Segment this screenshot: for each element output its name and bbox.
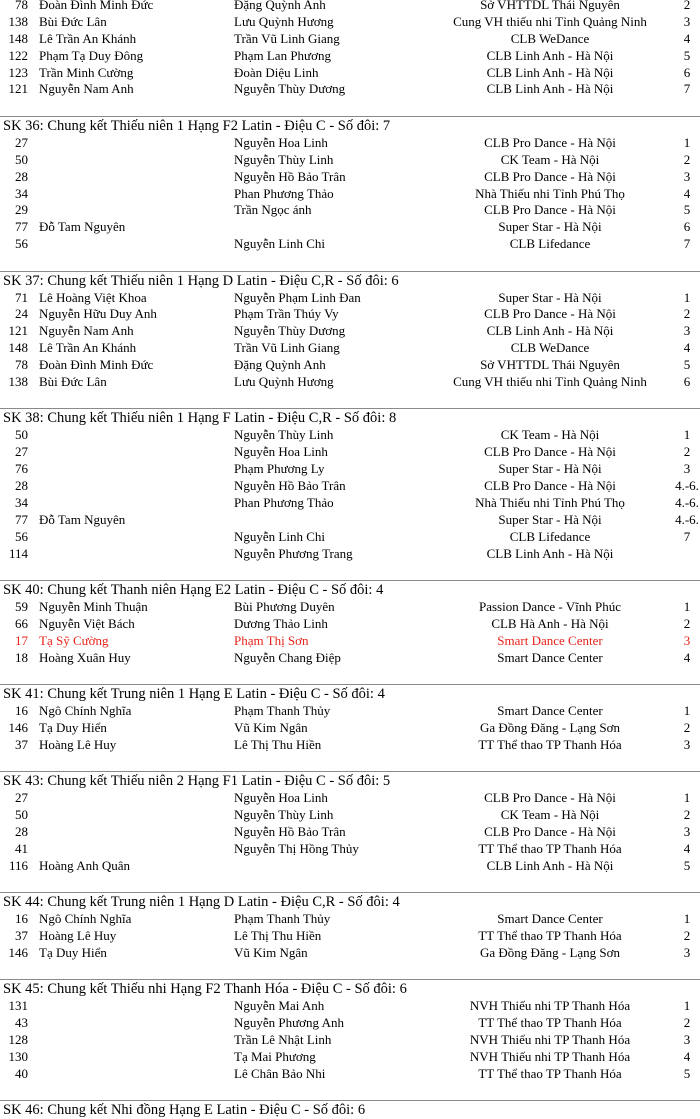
club-name: CK Team - Hà Nội [500, 427, 600, 443]
club-name: CLB Linh Anh - Hà Nội [486, 47, 614, 63]
club-name: Ga Đồng Đăng - Lạng Sơn [479, 945, 621, 961]
couple-number: 28 [15, 478, 28, 494]
section-divider [0, 98, 700, 117]
club-name: CLB Linh Anh - Hà Nội [486, 81, 614, 97]
female-dancer-name: Nguyễn Mai Anh [234, 998, 325, 1014]
couple-number: 28 [15, 168, 28, 184]
club-name: TT Thể thao TP Thanh Hóa [478, 1065, 622, 1081]
club-name: CLB Linh Anh - Hà Nội [486, 64, 614, 80]
couple-number: 59 [15, 599, 28, 615]
female-dancer-name: Đoàn Diệu Linh [234, 64, 319, 80]
placement: 5 [683, 857, 691, 873]
male-dancer-name: Đỗ Tam Nguyên [39, 511, 126, 527]
result-row [0, 31, 700, 48]
male-dancer-name: Tạ Sỹ Cường [39, 632, 109, 648]
club-name: Nhà Thiếu nhi Tỉnh Phú Thọ [475, 185, 625, 201]
male-dancer-name: Hoàng Lê Huy [39, 928, 117, 944]
club-name: Super Star - Hà Nội [498, 511, 602, 527]
result-row [0, 202, 700, 219]
result-row [0, 616, 700, 633]
couple-number: 40 [15, 1065, 28, 1081]
female-dancer-name: Phạm Phương Ly [234, 461, 325, 477]
placement: 3 [683, 461, 691, 477]
result-row [0, 14, 700, 31]
female-dancer-name: Nguyễn Chang Điệp [234, 649, 341, 665]
result-row [0, 48, 700, 65]
male-dancer-name: Đoàn Đình Minh Đức [39, 0, 154, 12]
club-name: Nhà Thiếu nhi Tỉnh Phú Thọ [475, 494, 625, 510]
female-dancer-name: Nguyễn Hoa Linh [234, 790, 328, 806]
result-row [0, 824, 700, 841]
male-dancer-name: Đoàn Đình Minh Đức [39, 357, 154, 373]
placement: 1 [683, 427, 691, 443]
placement: 1 [683, 134, 691, 150]
result-row [0, 340, 700, 357]
couple-number: 130 [8, 1049, 28, 1065]
result-row [0, 495, 700, 512]
placement: 2 [683, 444, 691, 460]
club-name: CLB Pro Dance - Hà Nội [484, 790, 616, 806]
result-row [0, 841, 700, 858]
result-row [0, 720, 700, 737]
female-dancer-name: Nguyễn Thùy Linh [234, 151, 334, 167]
couple-number: 17 [15, 632, 28, 648]
result-row [0, 236, 700, 253]
event-section [0, 581, 700, 685]
result-row [0, 546, 700, 563]
female-dancer-name: Nguyễn Thị Hồng Thủy [234, 840, 359, 856]
female-dancer-name: Vũ Kim Ngân [234, 720, 308, 735]
club-name: TT Thể thao TP Thanh Hóa [478, 736, 622, 752]
placement: 2 [683, 807, 691, 823]
male-dancer-name: Hoàng Xuân Huy [39, 649, 131, 665]
placement: 5 [683, 1065, 691, 1081]
result-row [0, 1032, 700, 1049]
couple-number: 28 [15, 824, 28, 840]
result-row [0, 1015, 700, 1032]
female-dancer-name: Nguyễn Linh Chi [234, 528, 325, 544]
event-header: SK 43: Chung kết Thiếu niên 2 Hạng F1 Latin - Điệu C - Số đôi: 5 [3, 773, 391, 790]
section-divider [0, 253, 700, 272]
event-header: SK 37: Chung kết Thiếu niên 1 Hạng D Latin - Điệu C,R - Số đôi: 6 [3, 272, 399, 289]
female-dancer-name: Lê Thị Thu Hiền [234, 928, 322, 944]
event-section [0, 409, 700, 581]
result-row [0, 599, 700, 616]
result-row [0, 306, 700, 323]
placement: 4 [683, 30, 691, 46]
section-divider [0, 1083, 700, 1102]
result-row [0, 998, 700, 1015]
result-row [0, 444, 700, 461]
couple-number: 18 [15, 649, 28, 665]
female-dancer-name: Nguyễn Hồ Bảo Trân [234, 478, 346, 494]
result-row [0, 858, 700, 875]
male-dancer-name: Nguyễn Việt Bách [39, 615, 135, 631]
couple-number: 148 [8, 340, 28, 356]
placement: 6 [683, 219, 691, 235]
result-row [0, 1066, 700, 1083]
club-name: Passion Dance - Vĩnh Phúc [478, 599, 622, 615]
club-name: Smart Dance Center [497, 649, 603, 665]
placement: 4 [683, 185, 691, 201]
couple-number: 116 [8, 857, 28, 873]
club-name: NVH Thiếu nhi TP Thanh Hóa [469, 1032, 631, 1048]
female-dancer-name: Nguyễn Hồ Bảo Trân [234, 824, 346, 840]
placement: 1 [683, 790, 691, 806]
couple-number: 71 [15, 289, 28, 305]
placement: 2 [683, 0, 691, 12]
result-row [0, 633, 700, 650]
male-dancer-name: Hoàng Anh Quân [39, 857, 130, 873]
female-dancer-name: Nguyễn Thùy Linh [234, 807, 334, 823]
placement: 3 [683, 13, 691, 29]
club-name: Super Star - Hà Nội [498, 289, 602, 305]
couple-number: 50 [15, 151, 28, 167]
result-row [0, 290, 700, 307]
couple-number: 138 [8, 13, 28, 29]
club-name: CK Team - Hà Nội [500, 807, 600, 823]
placement: 4.-6. [675, 494, 699, 510]
club-name: CLB Lifedance [509, 528, 591, 544]
placement: 7 [683, 236, 691, 252]
female-dancer-name: Nguyễn Phạm Linh Đan [234, 289, 361, 305]
placement: 1 [683, 703, 691, 719]
female-dancer-name: Đặng Quỳnh Anh [234, 357, 326, 373]
couple-number: 50 [15, 807, 28, 823]
result-row [0, 807, 700, 824]
club-name: TT Thể thao TP Thanh Hóa [478, 1015, 622, 1031]
section-divider [0, 875, 700, 894]
club-name: CLB Pro Dance - Hà Nội [484, 824, 616, 840]
female-dancer-name: Dương Thảo Linh [234, 615, 328, 631]
club-name: CLB WeDance [510, 30, 590, 46]
couple-number: 114 [8, 545, 28, 561]
club-name: CLB Pro Dance - Hà Nội [484, 168, 616, 184]
male-dancer-name: Nguyễn Nam Anh [39, 323, 134, 339]
club-name: CLB Pro Dance - Hà Nội [484, 478, 616, 494]
result-row [0, 427, 700, 444]
couple-number: 27 [15, 134, 28, 150]
female-dancer-name: Tạ Mai Phương [234, 1049, 316, 1065]
male-dancer-name: Lê Trần An Khánh [39, 340, 137, 356]
couple-number: 121 [8, 81, 28, 97]
club-name: CLB Linh Anh - Hà Nội [486, 857, 614, 873]
male-dancer-name: Nguyễn Hữu Duy Anh [39, 306, 157, 322]
club-name: CLB Pro Dance - Hà Nội [484, 306, 616, 322]
couple-number: 123 [8, 64, 28, 80]
club-name: CLB Pro Dance - Hà Nội [484, 134, 616, 150]
event-section [0, 117, 700, 272]
club-name: Smart Dance Center [497, 911, 603, 927]
couple-number: 34 [15, 494, 28, 510]
female-dancer-name: Nguyễn Phương Anh [234, 1015, 344, 1031]
female-dancer-name: Nguyễn Thùy Linh [234, 427, 334, 443]
couple-number: 56 [15, 236, 28, 252]
result-row [0, 512, 700, 529]
placement: 2 [683, 615, 691, 631]
club-name: CLB Linh Anh - Hà Nội [486, 545, 614, 561]
section-divider [0, 563, 700, 582]
placement: 2 [683, 306, 691, 322]
couple-number: 41 [15, 840, 28, 856]
placement: 2 [683, 928, 691, 944]
result-row [0, 81, 700, 98]
couple-number: 121 [8, 323, 28, 339]
placement: 4.-6. [675, 478, 699, 494]
couple-number: 43 [15, 1015, 28, 1031]
club-name: CLB Pro Dance - Hà Nội [484, 444, 616, 460]
club-name: Smart Dance Center [497, 632, 603, 648]
result-row [0, 703, 700, 720]
result-row [0, 357, 700, 374]
placement: 3 [683, 824, 691, 840]
female-dancer-name: Phạm Trần Thúy Vy [234, 306, 339, 322]
female-dancer-name: Phạm Lan Phương [234, 47, 331, 63]
result-row [0, 186, 700, 203]
section-divider [0, 962, 700, 981]
event-section [0, 272, 700, 410]
male-dancer-name: Bùi Đức Lân [39, 13, 107, 29]
event-header: SK 46: Chung kết Nhi đồng Hạng E Latin - Điệu C - Số đôi: 6 [3, 1102, 366, 1119]
female-dancer-name: Nguyễn Hoa Linh [234, 444, 328, 460]
female-dancer-name: Nguyễn Thùy Dương [234, 323, 346, 339]
event-section [0, 1101, 700, 1119]
female-dancer-name: Trần Vũ Linh Giang [234, 340, 340, 356]
placement: 2 [683, 151, 691, 167]
couple-number: 148 [8, 30, 28, 46]
male-dancer-name: Lê Hoàng Việt Khoa [39, 289, 147, 305]
placement: 4 [683, 1049, 691, 1065]
couple-number: 78 [15, 357, 28, 373]
placement: 4 [683, 840, 691, 856]
couple-number: 138 [8, 374, 28, 390]
female-dancer-name: Trần Ngọc ánh [234, 202, 312, 218]
male-dancer-name: Tạ Duy Hiển [39, 945, 107, 961]
event-header: SK 38: Chung kết Thiếu niên 1 Hạng F Latin - Điệu C,R - Số đôi: 8 [3, 410, 397, 427]
male-dancer-name: Tạ Duy Hiển [39, 720, 107, 735]
result-row [0, 790, 700, 807]
couple-number: 50 [15, 427, 28, 443]
event-header: SK 45: Chung kết Thiếu nhi Hạng F2 Thanh Hóa - Điệu C - Số đôi: 6 [3, 981, 407, 998]
placement: 4.-6. [675, 511, 699, 527]
male-dancer-name: Trần Minh Cường [39, 64, 134, 80]
event-header: SK 40: Chung kết Thanh niên Hạng E2 Latin - Điệu C - Số đôi: 4 [3, 582, 384, 599]
result-row [0, 945, 700, 962]
female-dancer-name: Lê Chân Bảo Nhi [234, 1065, 326, 1081]
placement: 3 [683, 736, 691, 752]
placement: 7 [683, 528, 691, 544]
club-name: CLB Hà Anh - Hà Nội [491, 615, 609, 631]
event-section [0, 893, 700, 980]
club-name: Super Star - Hà Nội [498, 219, 602, 235]
club-name: NVH Thiếu nhi TP Thanh Hóa [469, 998, 631, 1014]
female-dancer-name: Phan Phương Thảo [234, 494, 334, 510]
couple-number: 37 [15, 928, 28, 944]
placement: 4 [683, 649, 691, 665]
placement: 3 [683, 323, 691, 339]
female-dancer-name: Lê Thị Thu Hiền [234, 736, 322, 752]
club-name: Smart Dance Center [497, 703, 603, 719]
couple-number: 29 [15, 202, 28, 218]
result-row [0, 478, 700, 495]
male-dancer-name: Lê Trần An Khánh [39, 30, 137, 46]
result-row [0, 461, 700, 478]
result-row [0, 928, 700, 945]
club-name: CLB Pro Dance - Hà Nội [484, 202, 616, 218]
couple-number: 27 [15, 790, 28, 806]
club-name: CK Team - Hà Nội [500, 151, 600, 167]
result-row [0, 529, 700, 546]
club-name: TT Thể thao TP Thanh Hóa [478, 928, 622, 944]
couple-number: 34 [15, 185, 28, 201]
couple-number: 24 [15, 306, 28, 322]
couple-number: 122 [8, 47, 28, 63]
male-dancer-name: Bùi Đức Lân [39, 374, 107, 390]
result-row [0, 169, 700, 186]
event-section [0, 772, 700, 893]
female-dancer-name: Bùi Phương Duyên [234, 599, 335, 615]
female-dancer-name: Phan Phương Thảo [234, 185, 334, 201]
female-dancer-name: Trần Vũ Linh Giang [234, 30, 340, 46]
male-dancer-name: Phạm Tạ Duy Đông [39, 47, 144, 63]
female-dancer-name: Nguyễn Phương Trang [234, 545, 353, 561]
club-name: Sở VHTTDL Thái Nguyên [480, 357, 620, 373]
female-dancer-name: Nguyễn Thùy Dương [234, 81, 346, 97]
placement: 5 [683, 357, 691, 373]
male-dancer-name: Nguyễn Nam Anh [39, 81, 134, 97]
placement: 5 [683, 47, 691, 63]
male-dancer-name: Nguyễn Minh Thuận [39, 599, 148, 615]
female-dancer-name: Phạm Thanh Thủy [234, 703, 331, 719]
male-dancer-name: Hoàng Lê Huy [39, 736, 117, 752]
couple-number: 78 [15, 0, 28, 12]
female-dancer-name: Nguyễn Hoa Linh [234, 134, 328, 150]
placement: 1 [683, 998, 691, 1014]
placement: 3 [683, 945, 691, 961]
female-dancer-name: Đặng Quỳnh Anh [234, 0, 326, 12]
result-row [0, 219, 700, 236]
female-dancer-name: Vũ Kim Ngân [234, 945, 308, 961]
club-name: CLB WeDance [510, 340, 590, 356]
result-row [0, 323, 700, 340]
placement: 4 [683, 340, 691, 356]
female-dancer-name: Nguyễn Linh Chi [234, 236, 325, 252]
result-row [0, 1049, 700, 1066]
placement: 1 [683, 599, 691, 615]
couple-number: 131 [8, 998, 28, 1014]
placement: 1 [683, 289, 691, 305]
couple-number: 146 [8, 945, 28, 961]
couple-number: 66 [15, 615, 28, 631]
event-section [0, 0, 700, 117]
placement: 7 [683, 81, 691, 97]
result-row [0, 737, 700, 754]
couple-number: 146 [8, 720, 28, 735]
club-name: TT Thể thao TP Thanh Hóa [478, 840, 622, 856]
female-dancer-name: Trần Lê Nhật Linh [234, 1032, 332, 1048]
placement: 2 [683, 720, 691, 735]
female-dancer-name: Lưu Quỳnh Hương [234, 13, 334, 29]
event-header: SK 41: Chung kết Trung niên 1 Hạng E Latin - Điệu C - Số đôi: 4 [3, 686, 385, 703]
club-name: NVH Thiếu nhi TP Thanh Hóa [469, 1049, 631, 1065]
couple-number: 37 [15, 736, 28, 752]
club-name: CLB Linh Anh - Hà Nội [486, 323, 614, 339]
club-name: Ga Đồng Đăng - Lạng Sơn [479, 720, 621, 735]
couple-number: 77 [15, 511, 28, 527]
placement: 1 [683, 911, 691, 927]
event-header: SK 44: Chung kết Trung niên 1 Hạng D Latin - Điệu C,R - Số đôi: 4 [3, 894, 400, 911]
section-divider [0, 391, 700, 410]
placement: 6 [683, 64, 691, 80]
placement: 3 [683, 632, 691, 648]
female-dancer-name: Lưu Quỳnh Hương [234, 374, 334, 390]
couple-number: 128 [8, 1032, 28, 1048]
result-row [0, 65, 700, 82]
placement: 3 [683, 168, 691, 184]
placement: 2 [683, 1015, 691, 1031]
event-section [0, 980, 700, 1101]
couple-number: 27 [15, 444, 28, 460]
club-name: Sở VHTTDL Thái Nguyên [480, 0, 620, 12]
couple-number: 56 [15, 528, 28, 544]
section-divider [0, 667, 700, 686]
placement: 6 [683, 374, 691, 390]
female-dancer-name: Phạm Thị Sơn [234, 632, 309, 648]
female-dancer-name: Phạm Thanh Thủy [234, 911, 331, 927]
result-row [0, 152, 700, 169]
male-dancer-name: Ngô Chính Nghĩa [39, 703, 132, 719]
result-row [0, 911, 700, 928]
club-name: CLB Lifedance [509, 236, 591, 252]
club-name: Cung VH thiếu nhi Tỉnh Quảng Ninh [453, 374, 647, 390]
couple-number: 16 [15, 911, 28, 927]
result-row [0, 650, 700, 667]
event-section [0, 685, 700, 772]
couple-number: 77 [15, 219, 28, 235]
placement: 5 [683, 202, 691, 218]
club-name: Cung VH thiếu nhi Tỉnh Quảng Ninh [453, 13, 647, 29]
result-row [0, 0, 700, 14]
placement: 3 [683, 1032, 691, 1048]
male-dancer-name: Đỗ Tam Nguyên [39, 219, 126, 235]
couple-number: 76 [15, 461, 28, 477]
club-name: Super Star - Hà Nội [498, 461, 602, 477]
result-row [0, 374, 700, 391]
couple-number: 16 [15, 703, 28, 719]
section-divider [0, 754, 700, 773]
female-dancer-name: Nguyễn Hồ Bảo Trân [234, 168, 346, 184]
male-dancer-name: Ngô Chính Nghĩa [39, 911, 132, 927]
result-row [0, 135, 700, 152]
event-header: SK 36: Chung kết Thiếu niên 1 Hạng F2 Latin - Điệu C - Số đôi: 7 [3, 117, 391, 134]
